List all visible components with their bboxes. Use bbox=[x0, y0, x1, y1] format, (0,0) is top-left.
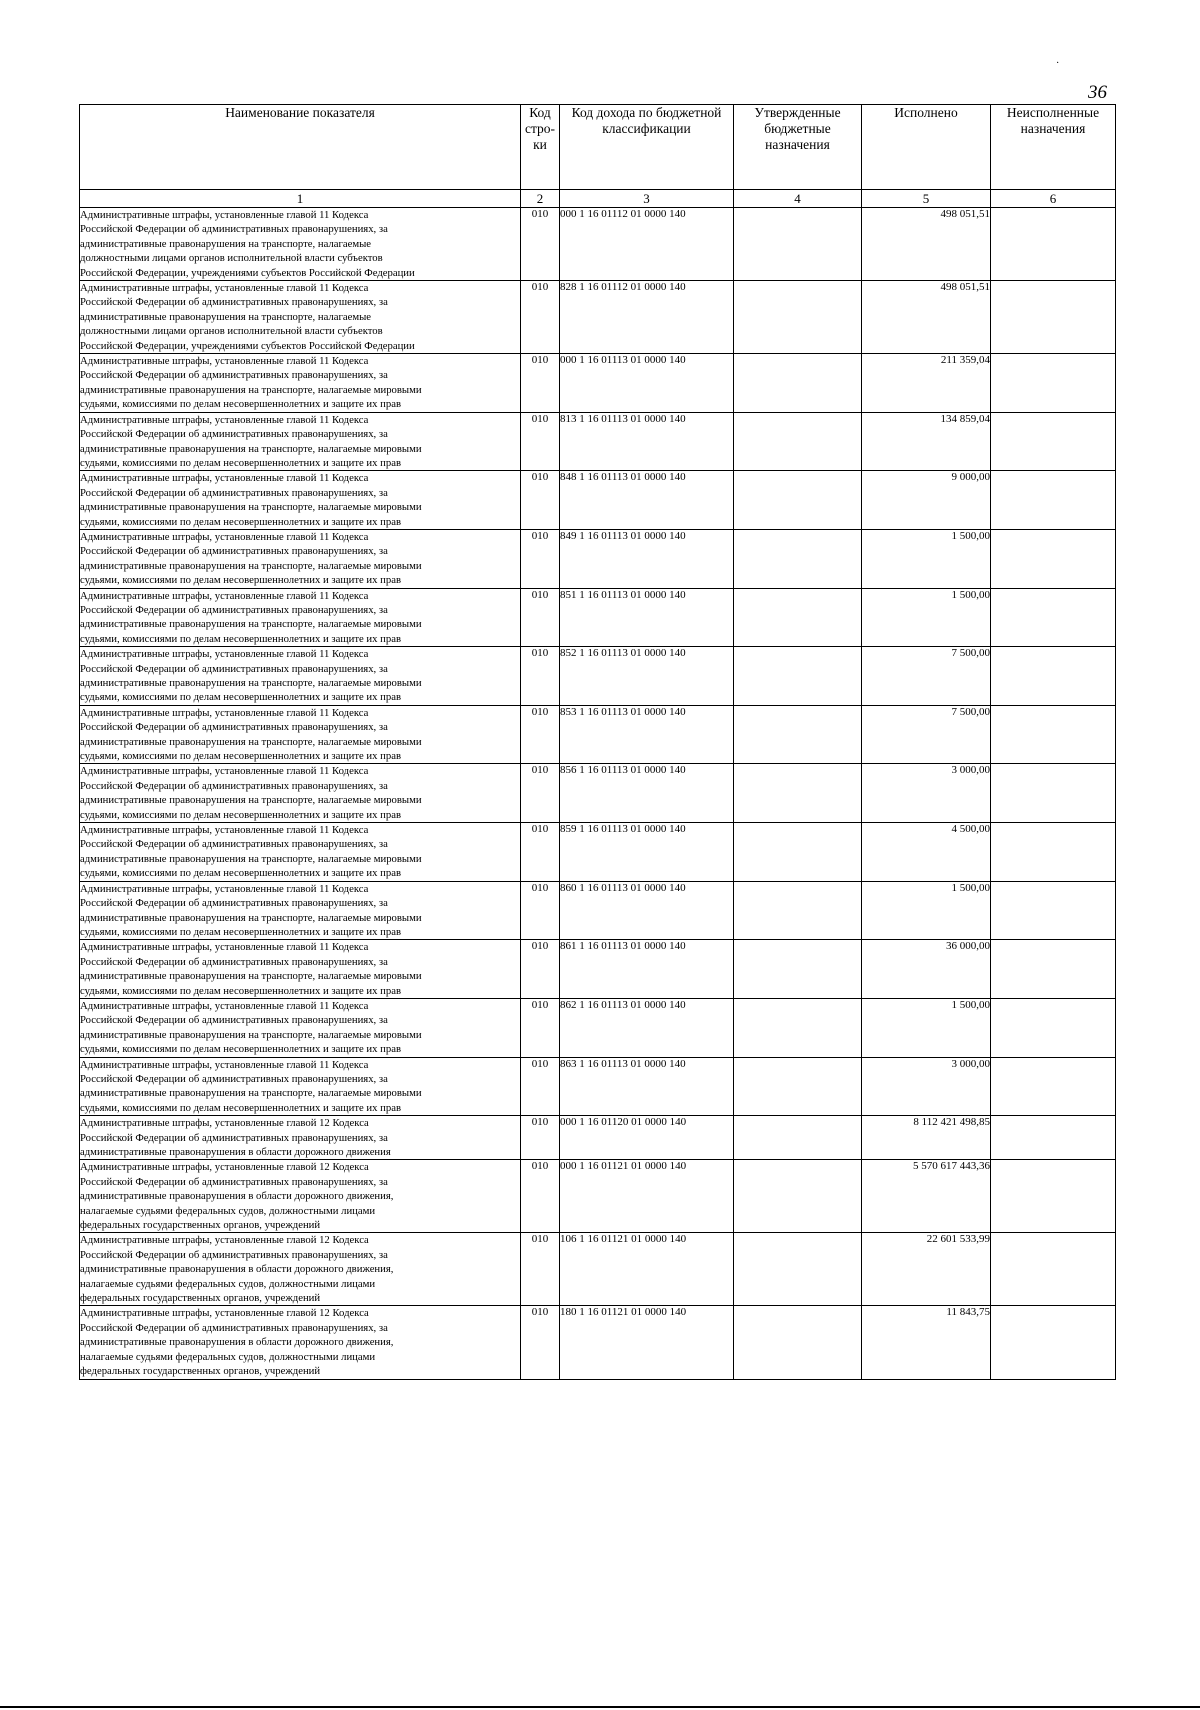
approved-value bbox=[734, 881, 862, 940]
indicator-name bbox=[80, 529, 521, 588]
indicator-name-line: административные правонарушения на транспорте, налагаемые мировыми bbox=[80, 559, 422, 572]
approved-value bbox=[734, 705, 862, 764]
executed-value: 7 500,00 bbox=[862, 647, 991, 706]
revenue-code: 856 1 16 01113 01 0000 140 bbox=[560, 764, 734, 823]
table-row bbox=[80, 208, 1116, 281]
indicator-name-line: судьями, комиссиями по делам несовершеннолетних и защите их прав bbox=[80, 398, 401, 411]
table-row bbox=[80, 588, 1116, 647]
table-body bbox=[80, 208, 1116, 1380]
approved-value bbox=[734, 354, 862, 413]
indicator-name bbox=[80, 412, 521, 471]
revenue-code: 828 1 16 01112 01 0000 140 bbox=[560, 281, 734, 354]
approved-value bbox=[734, 1160, 862, 1233]
unexecuted-value bbox=[991, 764, 1116, 823]
indicator-name-line: административные правонарушения на транспорте, налагаемые мировыми bbox=[80, 618, 422, 631]
indicator-name-line: судьями, комиссиями по делам несовершеннолетних и защите их прав bbox=[80, 867, 401, 880]
revenue-code: 862 1 16 01113 01 0000 140 bbox=[560, 998, 734, 1057]
line-code: 010 bbox=[521, 998, 560, 1057]
indicator-name bbox=[80, 764, 521, 823]
indicator-name-line: судьями, комиссиями по делам несовершеннолетних и защите их прав bbox=[80, 691, 401, 704]
executed-value: 1 500,00 bbox=[862, 588, 991, 647]
indicator-name-line: Российской Федерации об административных правонарушениях, за bbox=[80, 603, 388, 616]
unexecuted-value bbox=[991, 1306, 1116, 1379]
indicator-name-line: Российской Федерации об административных правонарушениях, за bbox=[80, 545, 388, 558]
indicator-name-line: судьями, комиссиями по делам несовершеннолетних и защите их прав bbox=[80, 632, 401, 645]
indicator-name bbox=[80, 705, 521, 764]
unexecuted-value bbox=[991, 354, 1116, 413]
table-row bbox=[80, 1306, 1116, 1379]
unexecuted-value bbox=[991, 1057, 1116, 1116]
header-revenue-code: Код дохода по бюджетной классификации bbox=[560, 105, 734, 190]
header-executed: Исполнено bbox=[862, 105, 991, 190]
indicator-name-line: административные правонарушения на транспорте, налагаемые мировыми bbox=[80, 1087, 422, 1100]
revenue-code: 000 1 16 01112 01 0000 140 bbox=[560, 208, 734, 281]
approved-value bbox=[734, 588, 862, 647]
approved-value bbox=[734, 471, 862, 530]
unexecuted-value bbox=[991, 412, 1116, 471]
executed-value: 8 112 421 498,85 bbox=[862, 1116, 991, 1160]
executed-value: 498 051,51 bbox=[862, 281, 991, 354]
unexecuted-value bbox=[991, 281, 1116, 354]
column-number: 6 bbox=[991, 190, 1116, 208]
indicator-name-line: Российской Федерации об административных правонарушениях, за bbox=[80, 1014, 388, 1027]
indicator-name-line: Российской Федерации, учреждениями субъектов Российской Федерации bbox=[80, 266, 415, 279]
unexecuted-value bbox=[991, 471, 1116, 530]
indicator-name-line: судьями, комиссиями по делам несовершеннолетних и защите их прав bbox=[80, 456, 401, 469]
line-code: 010 bbox=[521, 1306, 560, 1379]
table-row bbox=[80, 412, 1116, 471]
table-row bbox=[80, 1233, 1116, 1306]
indicator-name-line: Административные штрафы, установленные главой 11 Кодекса bbox=[80, 706, 369, 719]
indicator-name-line: Административные штрафы, установленные главой 11 Кодекса bbox=[80, 941, 369, 954]
table-row bbox=[80, 1116, 1116, 1160]
executed-value: 3 000,00 bbox=[862, 764, 991, 823]
line-code: 010 bbox=[521, 1057, 560, 1116]
revenue-code: 000 1 16 01113 01 0000 140 bbox=[560, 354, 734, 413]
indicator-name-line: судьями, комиссиями по делам несовершеннолетних и защите их прав bbox=[80, 808, 401, 821]
table-row bbox=[80, 281, 1116, 354]
unexecuted-value bbox=[991, 998, 1116, 1057]
approved-value bbox=[734, 529, 862, 588]
indicator-name-line: Российской Федерации об административных правонарушениях, за bbox=[80, 897, 388, 910]
column-number: 2 bbox=[521, 190, 560, 208]
indicator-name-line: Российской Федерации об административных правонарушениях, за bbox=[80, 955, 388, 968]
indicator-name-line: Административные штрафы, установленные главой 12 Кодекса bbox=[80, 1234, 369, 1247]
line-code: 010 bbox=[521, 764, 560, 823]
indicator-name-line: Российской Федерации об административных правонарушениях, за bbox=[80, 223, 388, 236]
revenue-code: 180 1 16 01121 01 0000 140 bbox=[560, 1306, 734, 1379]
indicator-name-line: Российской Федерации об административных правонарушениях, за bbox=[80, 1131, 388, 1144]
revenue-code: 813 1 16 01113 01 0000 140 bbox=[560, 412, 734, 471]
indicator-name bbox=[80, 354, 521, 413]
indicator-name-line: должностными лицами органов исполнительной власти субъектов bbox=[80, 252, 383, 265]
line-code: 010 bbox=[521, 412, 560, 471]
revenue-code: 106 1 16 01121 01 0000 140 bbox=[560, 1233, 734, 1306]
revenue-code: 861 1 16 01113 01 0000 140 bbox=[560, 940, 734, 999]
executed-value: 7 500,00 bbox=[862, 705, 991, 764]
indicator-name bbox=[80, 998, 521, 1057]
indicator-name-line: Административные штрафы, установленные главой 11 Кодекса bbox=[80, 355, 369, 368]
unexecuted-value bbox=[991, 940, 1116, 999]
indicator-name-line: административные правонарушения в области дорожного движения, bbox=[80, 1336, 394, 1349]
approved-value bbox=[734, 281, 862, 354]
indicator-name bbox=[80, 588, 521, 647]
indicator-name-line: Российской Федерации об административных правонарушениях, за bbox=[80, 486, 388, 499]
indicator-name bbox=[80, 1233, 521, 1306]
unexecuted-value bbox=[991, 208, 1116, 281]
indicator-name bbox=[80, 647, 521, 706]
column-number: 4 bbox=[734, 190, 862, 208]
line-code: 010 bbox=[521, 823, 560, 882]
indicator-name bbox=[80, 940, 521, 999]
indicator-name-line: административные правонарушения на транспорте, налагаемые мировыми bbox=[80, 1028, 422, 1041]
indicator-name bbox=[80, 281, 521, 354]
table-row bbox=[80, 529, 1116, 588]
line-code: 010 bbox=[521, 208, 560, 281]
indicator-name-line: административные правонарушения на транспорте, налагаемые bbox=[80, 310, 372, 323]
table-row bbox=[80, 998, 1116, 1057]
unexecuted-value bbox=[991, 529, 1116, 588]
indicator-name-line: Административные штрафы, установленные главой 11 Кодекса bbox=[80, 282, 369, 295]
indicator-name-line: административные правонарушения на транспорте, налагаемые мировыми bbox=[80, 383, 422, 396]
indicator-name bbox=[80, 1116, 521, 1160]
indicator-name bbox=[80, 208, 521, 281]
indicator-name-line: административные правонарушения на транспорте, налагаемые мировыми bbox=[80, 501, 422, 514]
indicator-name-line: налагаемые судьями федеральных судов, должностными лицами bbox=[80, 1277, 376, 1290]
executed-value: 1 500,00 bbox=[862, 881, 991, 940]
table-row bbox=[80, 881, 1116, 940]
revenue-code: 860 1 16 01113 01 0000 140 bbox=[560, 881, 734, 940]
indicator-name-line: Российской Федерации об административных правонарушениях, за bbox=[80, 1248, 388, 1261]
executed-value: 498 051,51 bbox=[862, 208, 991, 281]
indicator-name-line: административные правонарушения в области дорожного движения bbox=[80, 1146, 391, 1158]
column-number: 5 bbox=[862, 190, 991, 208]
indicator-name-line: Российской Федерации об административных правонарушениях, за bbox=[80, 662, 388, 675]
indicator-name-line: административные правонарушения на транспорте, налагаемые мировыми bbox=[80, 735, 422, 748]
indicator-name-line: административные правонарушения на транспорте, налагаемые bbox=[80, 237, 372, 250]
unexecuted-value bbox=[991, 705, 1116, 764]
executed-value: 1 500,00 bbox=[862, 529, 991, 588]
approved-value bbox=[734, 647, 862, 706]
indicator-name bbox=[80, 1160, 521, 1233]
indicator-name-line: Российской Федерации об административных правонарушениях, за bbox=[80, 838, 388, 851]
indicator-name-line: Административные штрафы, установленные главой 11 Кодекса bbox=[80, 413, 369, 426]
indicator-name-line: Административные штрафы, установленные главой 11 Кодекса bbox=[80, 209, 369, 221]
column-number: 1 bbox=[80, 190, 521, 208]
indicator-name-line: федеральных государственных органов, учреждений bbox=[80, 1365, 321, 1378]
table-row bbox=[80, 705, 1116, 764]
table-row bbox=[80, 1057, 1116, 1116]
indicator-name-line: Административные штрафы, установленные главой 12 Кодекса bbox=[80, 1307, 369, 1320]
approved-value bbox=[734, 1233, 862, 1306]
revenue-code: 853 1 16 01113 01 0000 140 bbox=[560, 705, 734, 764]
indicator-name-line: административные правонарушения в области дорожного движения, bbox=[80, 1190, 394, 1203]
table-row bbox=[80, 647, 1116, 706]
indicator-name-line: федеральных государственных органов, учреждений bbox=[80, 1292, 321, 1305]
indicator-name-line: Административные штрафы, установленные главой 11 Кодекса bbox=[80, 999, 369, 1012]
indicator-name bbox=[80, 1057, 521, 1116]
indicator-name-line: Административные штрафы, установленные главой 11 Кодекса bbox=[80, 648, 369, 661]
indicator-name-line: Российской Федерации, учреждениями субъектов Российской Федерации bbox=[80, 339, 415, 352]
indicator-name-line: судьями, комиссиями по делам несовершеннолетних и защите их прав bbox=[80, 574, 401, 587]
indicator-name bbox=[80, 471, 521, 530]
unexecuted-value bbox=[991, 881, 1116, 940]
indicator-name-line: Российской Федерации об административных правонарушениях, за bbox=[80, 428, 388, 441]
approved-value bbox=[734, 1116, 862, 1160]
indicator-name-line: судьями, комиссиями по делам несовершеннолетних и защите их прав bbox=[80, 984, 401, 997]
approved-value bbox=[734, 940, 862, 999]
executed-value: 5 570 617 443,36 bbox=[862, 1160, 991, 1233]
approved-value bbox=[734, 823, 862, 882]
header-unexecuted: Неисполненные назначения bbox=[991, 105, 1116, 190]
indicator-name-line: Административные штрафы, установленные главой 11 Кодекса bbox=[80, 882, 369, 895]
indicator-name-line: административные правонарушения на транспорте, налагаемые мировыми bbox=[80, 442, 422, 455]
unexecuted-value bbox=[991, 647, 1116, 706]
unexecuted-value bbox=[991, 1160, 1116, 1233]
column-number: 3 bbox=[560, 190, 734, 208]
line-code: 010 bbox=[521, 588, 560, 647]
revenue-code: 852 1 16 01113 01 0000 140 bbox=[560, 647, 734, 706]
line-code: 010 bbox=[521, 647, 560, 706]
indicator-name-line: федеральных государственных органов, учреждений bbox=[80, 1219, 321, 1232]
indicator-name-line: Административные штрафы, установленные главой 12 Кодекса bbox=[80, 1117, 369, 1130]
unexecuted-value bbox=[991, 588, 1116, 647]
revenue-code: 000 1 16 01121 01 0000 140 bbox=[560, 1160, 734, 1233]
scan-mark: · bbox=[1056, 58, 1060, 69]
revenue-code: 859 1 16 01113 01 0000 140 bbox=[560, 823, 734, 882]
executed-value: 4 500,00 bbox=[862, 823, 991, 882]
indicator-name-line: судьями, комиссиями по делам несовершеннолетних и защите их прав bbox=[80, 1043, 401, 1056]
indicator-name-line: Административные штрафы, установленные главой 11 Кодекса bbox=[80, 824, 369, 837]
indicator-name-line: налагаемые судьями федеральных судов, должностными лицами bbox=[80, 1204, 376, 1217]
indicator-name-line: административные правонарушения на транспорте, налагаемые мировыми bbox=[80, 911, 422, 924]
executed-value: 36 000,00 bbox=[862, 940, 991, 999]
indicator-name-line: Российской Федерации об административных правонарушениях, за bbox=[80, 369, 388, 382]
executed-value: 134 859,04 bbox=[862, 412, 991, 471]
executed-value: 22 601 533,99 bbox=[862, 1233, 991, 1306]
page-number: 36 bbox=[1088, 82, 1107, 103]
line-code: 010 bbox=[521, 881, 560, 940]
line-code: 010 bbox=[521, 1233, 560, 1306]
unexecuted-value bbox=[991, 1233, 1116, 1306]
indicator-name-line: судьями, комиссиями по делам несовершеннолетних и защите их прав bbox=[80, 1101, 401, 1114]
indicator-name-line: Российской Федерации об административных правонарушениях, за bbox=[80, 779, 388, 792]
executed-value: 3 000,00 bbox=[862, 1057, 991, 1116]
approved-value bbox=[734, 764, 862, 823]
approved-value bbox=[734, 208, 862, 281]
line-code: 010 bbox=[521, 354, 560, 413]
indicator-name-line: административные правонарушения на транспорте, налагаемые мировыми bbox=[80, 970, 422, 983]
header-line-code: Код стро- ки bbox=[521, 105, 560, 190]
approved-value bbox=[734, 1306, 862, 1379]
indicator-name-line: Российской Федерации об административных правонарушениях, за bbox=[80, 1175, 388, 1188]
line-code: 010 bbox=[521, 529, 560, 588]
indicator-name-line: административные правонарушения в области дорожного движения, bbox=[80, 1263, 394, 1276]
approved-value bbox=[734, 1057, 862, 1116]
indicator-name-line: административные правонарушения на транспорте, налагаемые мировыми bbox=[80, 677, 422, 689]
line-code: 010 bbox=[521, 1116, 560, 1160]
indicator-name-line: судьями, комиссиями по делам несовершеннолетних и защите их прав bbox=[80, 750, 401, 763]
header-approved: Утвержденные бюджетные назначения bbox=[734, 105, 862, 190]
table-row bbox=[80, 764, 1116, 823]
indicator-name-line: Административные штрафы, установленные главой 11 Кодекса bbox=[80, 589, 369, 602]
indicator-name-line: Административные штрафы, установленные главой 11 Кодекса bbox=[80, 1058, 369, 1071]
indicator-name-line: судьями, комиссиями по делам несовершеннолетних и защите их прав bbox=[80, 925, 401, 938]
revenue-table bbox=[79, 104, 1116, 1380]
table-row bbox=[80, 1160, 1116, 1233]
executed-value: 9 000,00 bbox=[862, 471, 991, 530]
unexecuted-value bbox=[991, 1116, 1116, 1160]
indicator-name bbox=[80, 1306, 521, 1379]
indicator-name-line: Административные штрафы, установленные главой 11 Кодекса bbox=[80, 530, 369, 543]
line-code: 010 bbox=[521, 281, 560, 354]
header-row bbox=[80, 105, 1116, 190]
header-name: Наименование показателя bbox=[80, 105, 521, 190]
table-row bbox=[80, 354, 1116, 413]
table-row bbox=[80, 823, 1116, 882]
revenue-code: 000 1 16 01120 01 0000 140 bbox=[560, 1116, 734, 1160]
approved-value bbox=[734, 412, 862, 471]
revenue-code: 863 1 16 01113 01 0000 140 bbox=[560, 1057, 734, 1116]
indicator-name-line: судьями, комиссиями по делам несовершеннолетних и защите их прав bbox=[80, 515, 401, 528]
indicator-name-line: административные правонарушения на транспорте, налагаемые мировыми bbox=[80, 852, 422, 865]
indicator-name-line: налагаемые судьями федеральных судов, должностными лицами bbox=[80, 1350, 376, 1363]
revenue-code: 848 1 16 01113 01 0000 140 bbox=[560, 471, 734, 530]
line-code: 010 bbox=[521, 1160, 560, 1233]
scan-edge-line bbox=[0, 1706, 1200, 1708]
revenue-code: 849 1 16 01113 01 0000 140 bbox=[560, 529, 734, 588]
table-row bbox=[80, 940, 1116, 999]
indicator-name-line: Российской Федерации об административных правонарушениях, за bbox=[80, 721, 388, 734]
indicator-name-line: административные правонарушения на транспорте, налагаемые мировыми bbox=[80, 794, 422, 807]
indicator-name-line: Административные штрафы, установленные главой 11 Кодекса bbox=[80, 472, 369, 485]
approved-value bbox=[734, 998, 862, 1057]
column-number-row bbox=[80, 190, 1116, 208]
line-code: 010 bbox=[521, 705, 560, 764]
executed-value: 211 359,04 bbox=[862, 354, 991, 413]
indicator-name-line: Российской Федерации об административных правонарушениях, за bbox=[80, 1072, 388, 1085]
indicator-name-line: должностными лицами органов исполнительной власти субъектов bbox=[80, 325, 383, 338]
indicator-name-line: Российской Федерации об административных правонарушениях, за bbox=[80, 296, 388, 309]
indicator-name-line: Российской Федерации об административных правонарушениях, за bbox=[80, 1321, 388, 1334]
table-row bbox=[80, 471, 1116, 530]
line-code: 010 bbox=[521, 471, 560, 530]
unexecuted-value bbox=[991, 823, 1116, 882]
revenue-code: 851 1 16 01113 01 0000 140 bbox=[560, 588, 734, 647]
indicator-name-line: Административные штрафы, установленные главой 11 Кодекса bbox=[80, 765, 369, 778]
executed-value: 11 843,75 bbox=[862, 1306, 991, 1379]
executed-value: 1 500,00 bbox=[862, 998, 991, 1057]
line-code: 010 bbox=[521, 940, 560, 999]
indicator-name bbox=[80, 881, 521, 940]
indicator-name-line: Административные штрафы, установленные главой 12 Кодекса bbox=[80, 1161, 369, 1174]
indicator-name bbox=[80, 823, 521, 882]
